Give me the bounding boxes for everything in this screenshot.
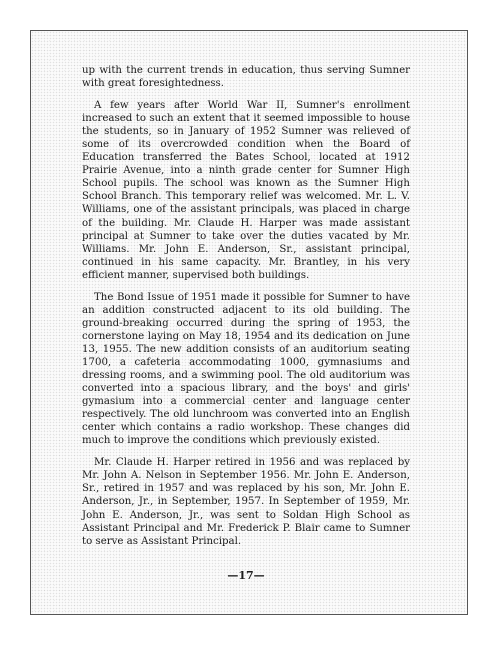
paragraph-continuation: up with the current trends in education, thus serving Sumner with great foresightedness.	[82, 65, 410, 90]
paragraph-enrollment: A few years after World War II, Sumner's enrollment increased to such an extent that it seemed impossible to house the students, so in January of 1952 Sumner was relieved of some of its overcrowded condition when the Board of Education transferred the Bates School, located at 1912 Prairie Avenue, into a ninth grade center for Sumner High School pupils. The school was known as the Sumner High School Branch. This temporary relief was welcomed. Mr. L. V. Williams, one of the assistant principals, was placed in charge of the building. Mr. Claude H. Harper was made assistant principal at Sumner to take over the duties vacated by Mr. Williams. Mr. John E. Anderson, Sr., assistant principal, continued in his same capacity. Mr. Brantley, in his very efficient manner, supervised both buildings.	[82, 100, 410, 281]
paragraph-retirements: Mr. Claude H. Harper retired in 1956 and was replaced by Mr. John A. Nelson in September 1956. Mr. John E. Anderson, Sr., retired in 1957 and was replaced by his son, Mr. John E. Anderson, Jr., in September, 1957. In September of 1959, Mr. John E. Anderson, Jr., was sent to Soldan High School as Assistant Principal and Mr. Frederick P. Blair came to Sumner to serve as Assistant Principal.	[82, 457, 410, 547]
body-text	[82, 64, 410, 557]
page-number: —17—	[227, 569, 265, 582]
paragraph-bond-issue: The Bond Issue of 1951 made it possible for Sumner to have an addition constructed adjacent to its old building. The ground-breaking occurred during the spring of 1953, the cornerstone laying on May 18, 1954 and its dedication on June 13, 1955. The new addition consists of an auditorium seating 1700, a cafeteria accommodating 1000, gymnasiums and dressing rooms, and a swimming pool. The old auditorium was converted into a spacious library, and the boys' and girls' gymasium into a commercial center and language center respectively. The old lunchroom was converted into an English center which contains a radio workshop. These changes did much to improve the conditions which previously existed.	[82, 291, 410, 447]
